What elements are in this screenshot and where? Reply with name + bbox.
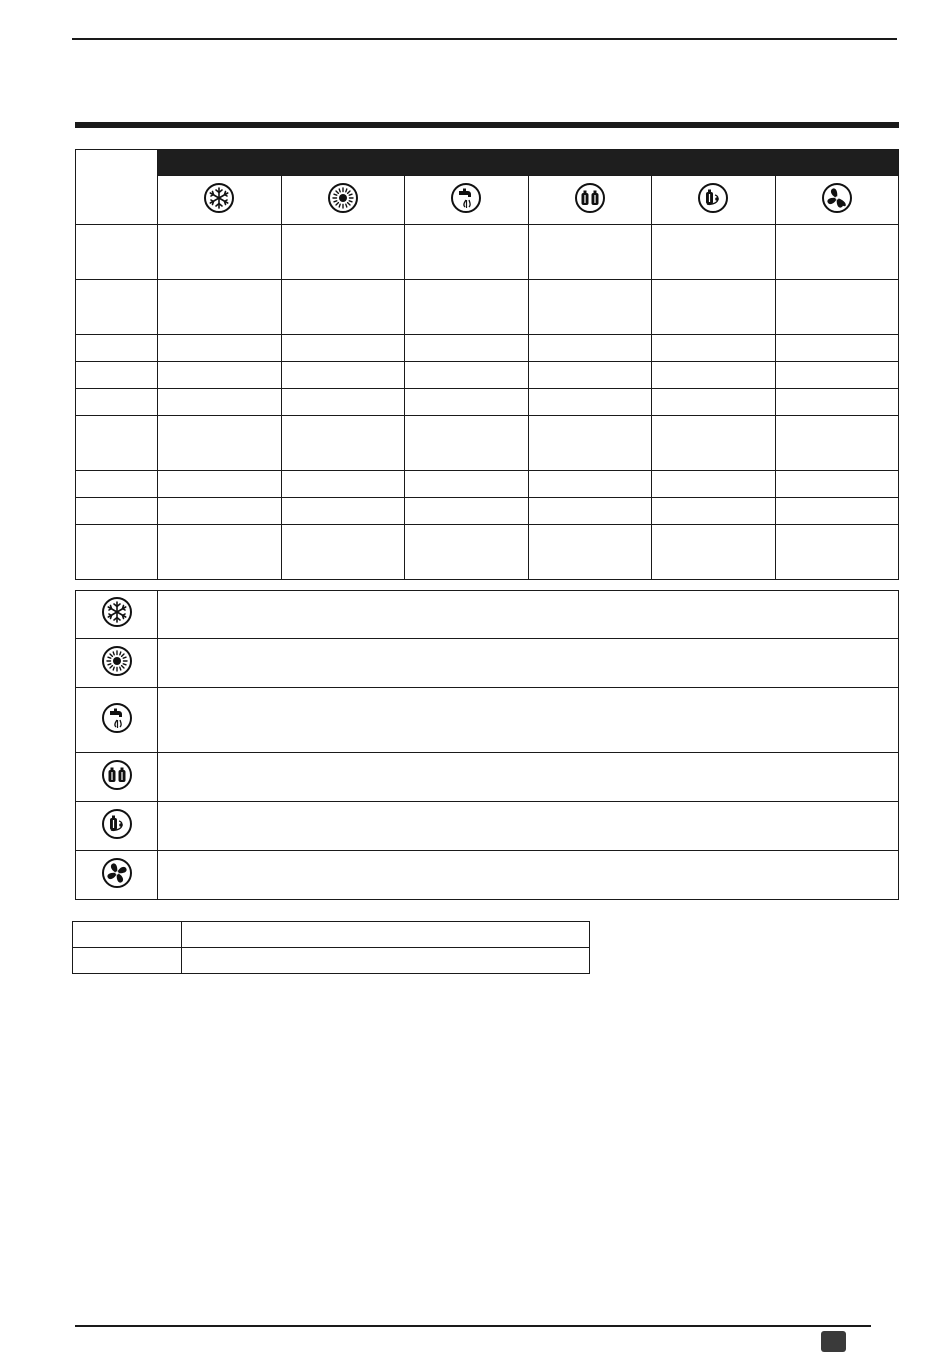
table-cell — [652, 471, 776, 498]
icon-legend-table — [75, 590, 899, 900]
legend-text — [158, 753, 899, 802]
table-cell — [652, 280, 776, 335]
faucet-icon — [101, 702, 133, 734]
legend-row — [76, 639, 899, 688]
fan-icon — [821, 182, 853, 214]
table-cell — [775, 225, 899, 280]
table-row — [76, 471, 899, 498]
table-cell — [405, 335, 529, 362]
table-cell — [652, 362, 776, 389]
corner-cell — [76, 150, 158, 225]
legend-row — [76, 851, 899, 900]
table-row — [76, 362, 899, 389]
table-cell — [158, 389, 282, 416]
table-row — [76, 280, 899, 335]
legend-row — [76, 688, 899, 753]
compressor-cycle-icon — [697, 182, 729, 214]
table-row — [76, 416, 899, 471]
table-cell — [405, 362, 529, 389]
legend-text — [158, 851, 899, 900]
table-cell — [281, 498, 405, 525]
table-cell — [775, 471, 899, 498]
legend-icon-cell — [76, 753, 158, 802]
legend-icon-cell — [76, 851, 158, 900]
legend-text — [158, 639, 899, 688]
table-cell — [775, 362, 899, 389]
table-cell — [281, 389, 405, 416]
header-band — [158, 150, 899, 176]
table-cell — [158, 335, 282, 362]
col-header-compressor-pump — [652, 176, 776, 225]
table-cell — [528, 498, 652, 525]
section-rule — [75, 122, 899, 128]
row-label — [76, 416, 158, 471]
table-cell — [281, 416, 405, 471]
row-label — [76, 335, 158, 362]
icon-header-row — [76, 176, 899, 225]
table-cell — [652, 525, 776, 580]
snowflake-icon — [203, 182, 235, 214]
table-cell — [281, 525, 405, 580]
summary-row — [73, 922, 590, 948]
legend-text — [158, 591, 899, 639]
legend-text — [158, 688, 899, 753]
row-label — [76, 389, 158, 416]
table-cell — [528, 471, 652, 498]
legend-icon-cell — [76, 802, 158, 851]
col-header-compressor — [528, 176, 652, 225]
col-header-cooling — [158, 176, 282, 225]
table-cell — [652, 498, 776, 525]
summary-value — [182, 922, 590, 948]
compressors-icon — [574, 182, 606, 214]
col-header-heating — [281, 176, 405, 225]
table-cell — [775, 525, 899, 580]
table-cell — [775, 280, 899, 335]
compressors-icon — [101, 759, 133, 791]
table-cell — [158, 471, 282, 498]
col-header-hot-water — [405, 176, 529, 225]
table-row — [76, 525, 899, 580]
page-number-tab — [821, 1331, 846, 1352]
table-cell — [528, 525, 652, 580]
table-cell — [775, 389, 899, 416]
table-cell — [405, 498, 529, 525]
footer-rule — [75, 1325, 871, 1327]
table-cell — [652, 225, 776, 280]
table-cell — [158, 416, 282, 471]
table-cell — [281, 280, 405, 335]
row-label — [76, 471, 158, 498]
legend-text — [158, 802, 899, 851]
table-cell — [652, 416, 776, 471]
table-cell — [528, 416, 652, 471]
table-cell — [775, 335, 899, 362]
summary-value — [182, 948, 590, 974]
table-cell — [158, 525, 282, 580]
summary-table — [72, 921, 590, 974]
table-row — [76, 389, 899, 416]
table-cell — [158, 280, 282, 335]
summary-key — [73, 948, 182, 974]
table-cell — [528, 335, 652, 362]
table-cell — [158, 498, 282, 525]
summary-key — [73, 922, 182, 948]
sun-icon — [101, 645, 133, 677]
snowflake-icon — [101, 596, 133, 628]
table-row — [76, 498, 899, 525]
table-cell — [528, 389, 652, 416]
table-cell — [281, 225, 405, 280]
row-label — [76, 362, 158, 389]
table-cell — [652, 389, 776, 416]
summary-row — [73, 948, 590, 974]
mode-table — [75, 149, 899, 580]
table-row — [76, 225, 899, 280]
table-cell — [281, 335, 405, 362]
table-cell — [405, 416, 529, 471]
fan-icon — [101, 857, 133, 889]
faucet-icon — [450, 182, 482, 214]
table-cell — [775, 416, 899, 471]
legend-row — [76, 802, 899, 851]
table-cell — [775, 498, 899, 525]
table-cell — [405, 389, 529, 416]
table-cell — [405, 471, 529, 498]
row-label — [76, 498, 158, 525]
table-cell — [405, 525, 529, 580]
table-cell — [281, 471, 405, 498]
legend-row — [76, 591, 899, 639]
table-cell — [528, 225, 652, 280]
row-label — [76, 280, 158, 335]
col-header-fan — [775, 176, 899, 225]
table-row — [76, 335, 899, 362]
compressor-cycle-icon — [101, 808, 133, 840]
table-cell — [281, 362, 405, 389]
table-cell — [158, 362, 282, 389]
top-rule — [72, 38, 897, 40]
table-cell — [158, 225, 282, 280]
table-cell — [405, 225, 529, 280]
table-cell — [528, 362, 652, 389]
legend-icon-cell — [76, 639, 158, 688]
legend-row — [76, 753, 899, 802]
sun-icon — [327, 182, 359, 214]
table-cell — [652, 335, 776, 362]
legend-icon-cell — [76, 688, 158, 753]
table-cell — [405, 280, 529, 335]
table-cell — [528, 280, 652, 335]
row-label — [76, 525, 158, 580]
row-label — [76, 225, 158, 280]
legend-icon-cell — [76, 591, 158, 639]
